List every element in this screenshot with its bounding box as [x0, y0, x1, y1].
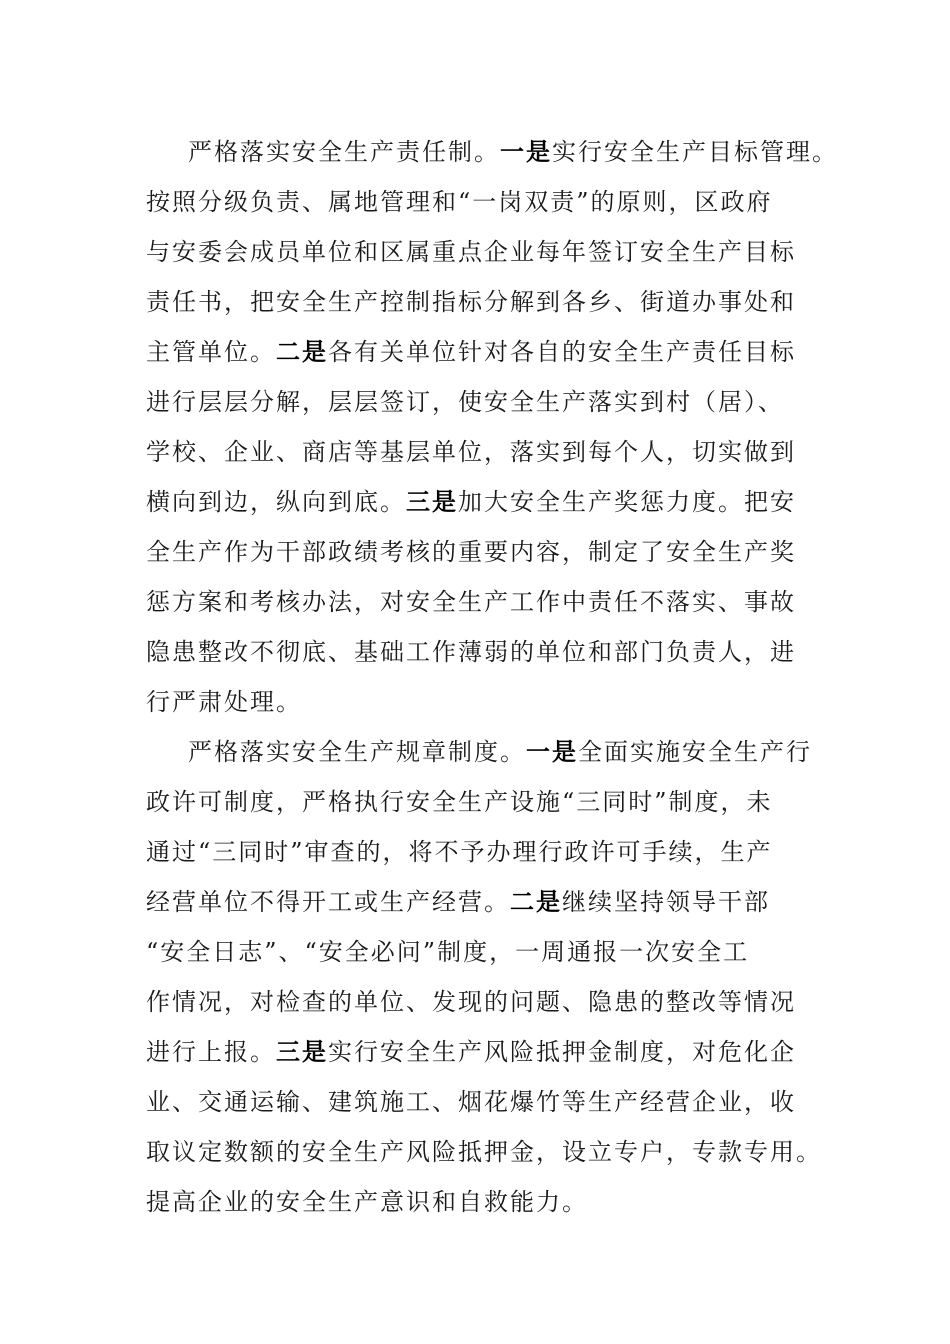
text-run: 主管单位。 — [146, 338, 276, 366]
emphasis-run: 三是 — [406, 487, 458, 516]
paragraph-2-line-7 — [146, 1027, 796, 1077]
text-run: 全面实施安全生产行 — [578, 738, 812, 766]
text-run: 惩方案和考核办法，对安全生产工作中责任不落实、事故 — [146, 588, 796, 616]
paragraph-1-line-10 — [146, 577, 796, 627]
text-run: 责任书，把安全生产控制指标分解到各乡、街道办事处和 — [146, 288, 796, 316]
text-run: 政许可制度，严格执行安全生产设施“三同时”制度，未 — [146, 788, 773, 816]
paragraph-1-line-1 — [188, 127, 838, 177]
paragraph-1-line-3 — [146, 227, 796, 277]
emphasis-run: 一是 — [526, 737, 578, 766]
text-run: 业、交通运输、建筑施工、烟花爆竹等生产经营企业，收 — [146, 1088, 796, 1116]
text-run: 严格落实安全生产责任制。 — [188, 138, 500, 166]
paragraph-2-line-4 — [146, 877, 770, 927]
emphasis-run: 一是 — [500, 137, 552, 166]
paragraph-1-line-11 — [146, 627, 796, 677]
emphasis-run: 三是 — [276, 1037, 328, 1066]
text-run: 加大安全生产奖惩力度。把安 — [458, 488, 796, 516]
text-run: “安全日志”、“安全必问”制度，一周通报一次安全工 — [146, 938, 750, 966]
paragraph-2-line-8 — [146, 1077, 796, 1127]
text-run: 与安委会成员单位和区属重点企业每年签订安全生产目标 — [146, 238, 796, 266]
text-run: 作情况，对检查的单位、发现的问题、隐患的整改等情况 — [146, 988, 796, 1016]
text-run: 严格落实安全生产规章制度。 — [188, 738, 526, 766]
text-run: 隐患整改不彻底、基础工作薄弱的单位和部门负责人，进 — [146, 638, 796, 666]
text-run: 横向到边，纵向到底。 — [146, 488, 406, 516]
text-run: 实行安全生产目标管理。 — [552, 138, 838, 166]
text-run: 行严肃处理。 — [146, 688, 302, 716]
paragraph-1-line-5 — [146, 327, 796, 377]
paragraph-2-line-3 — [146, 827, 773, 877]
paragraph-2-line-9 — [146, 1127, 822, 1177]
text-run: 实行安全生产风险抵押金制度，对危化企 — [328, 1038, 796, 1066]
paragraph-1-line-9 — [146, 527, 796, 577]
paragraph-2-line-2 — [146, 777, 773, 827]
paragraph-2-line-1 — [188, 727, 812, 777]
paragraph-2-line-5 — [146, 927, 749, 977]
text-run: 取议定数额的安全生产风险抵押金，设立专户，专款专用。 — [146, 1138, 822, 1166]
text-run: 经营单位不得开工或生产经营。 — [146, 888, 510, 916]
text-run: 通过“三同时”审查的，将不予办理行政许可手续，生产 — [146, 838, 773, 866]
paragraph-1-line-2 — [146, 177, 773, 227]
emphasis-run: 二是 — [276, 337, 328, 366]
paragraph-1-line-6 — [146, 377, 784, 427]
text-run: 进行层层分解，层层签订，使安全生产落实到村（居）、 — [146, 388, 784, 416]
paragraph-1-line-7 — [146, 427, 796, 477]
text-run: 全生产作为干部政绩考核的重要内容，制定了安全生产奖 — [146, 538, 796, 566]
paragraph-2-line-6 — [146, 977, 796, 1027]
paragraph-1-line-12 — [146, 677, 302, 727]
paragraph-2-line-10 — [146, 1177, 588, 1227]
emphasis-run: 二是 — [510, 887, 562, 916]
text-run: 按照分级负责、属地管理和“一岗双责”的原则，区政府 — [146, 188, 773, 216]
paragraph-1-line-4 — [146, 277, 796, 327]
paragraph-1-line-8 — [146, 477, 796, 527]
text-run: 学校、企业、商店等基层单位，落实到每个人，切实做到 — [146, 438, 796, 466]
text-run: 进行上报。 — [146, 1038, 276, 1066]
text-run: 继续坚持领导干部 — [562, 888, 770, 916]
text-run: 各有关单位针对各自的安全生产责任目标 — [328, 338, 796, 366]
text-run: 提高企业的安全生产意识和自救能力。 — [146, 1188, 588, 1216]
